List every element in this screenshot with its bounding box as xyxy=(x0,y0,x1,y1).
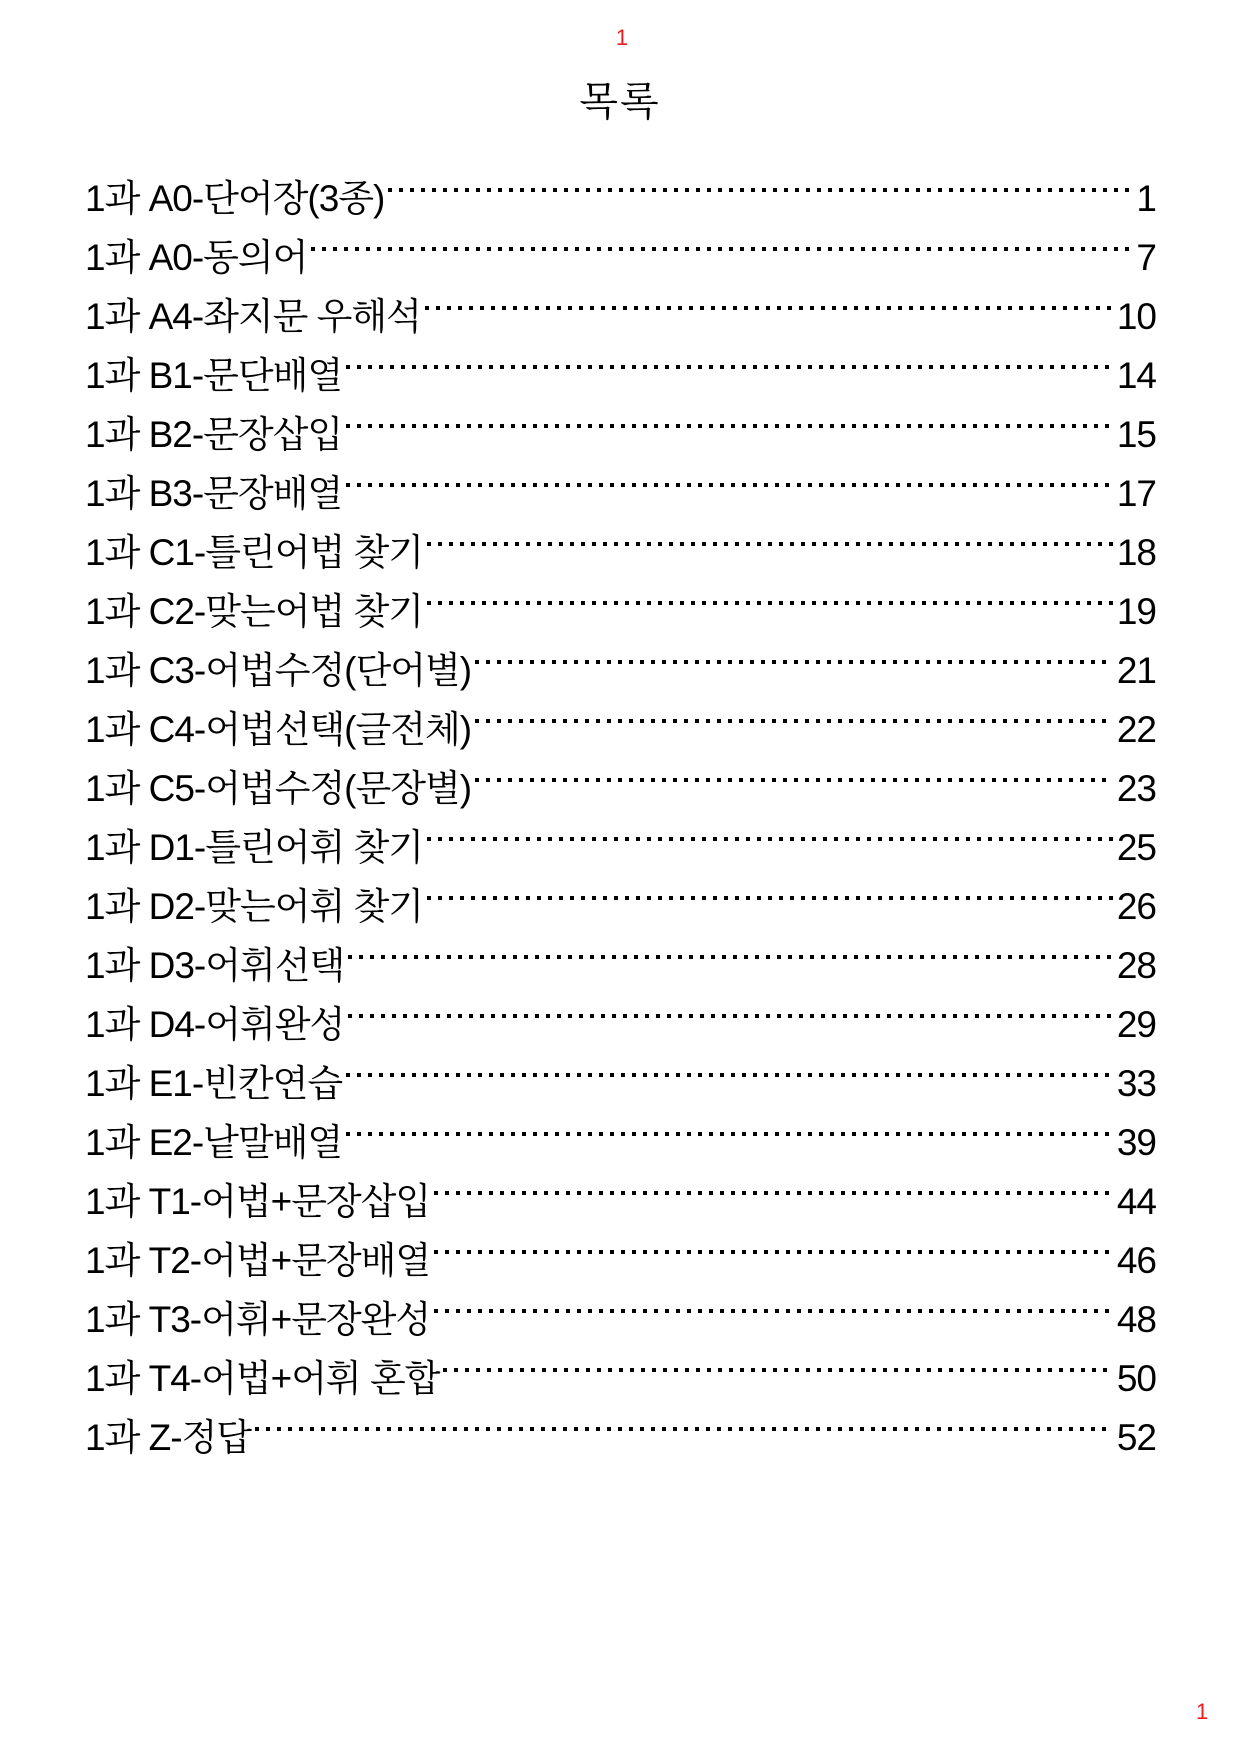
toc-entry-page: 14 xyxy=(1116,355,1156,396)
toc-entry-page: 48 xyxy=(1116,1299,1156,1340)
dot-leader xyxy=(475,767,1113,811)
toc-entry-label: 1과 D3-어휘선택 xyxy=(85,945,345,986)
dot-leader xyxy=(346,1062,1113,1106)
toc-entry-label: 1과 T3-어휘+문장완성 xyxy=(85,1299,431,1340)
dot-leader xyxy=(475,649,1113,693)
dot-leader xyxy=(434,1239,1113,1283)
dot-leader xyxy=(443,1357,1112,1401)
toc-entry-a4-text-translation[interactable] xyxy=(85,295,1156,354)
toc-entry-page: 17 xyxy=(1116,473,1156,514)
toc-entry-page: 28 xyxy=(1116,945,1156,986)
toc-entry-page: 19 xyxy=(1116,591,1156,632)
dot-leader xyxy=(427,531,1113,575)
toc-entry-label: 1과 T1-어법+문장삽입 xyxy=(85,1181,431,1222)
dot-leader xyxy=(346,413,1113,457)
header-page-number: 1 xyxy=(615,25,629,50)
toc-entry-page: 10 xyxy=(1116,296,1156,337)
toc-entry-page: 18 xyxy=(1116,532,1156,573)
dot-leader xyxy=(434,1180,1113,1224)
toc-entry-label: 1과 E2-낱말배열 xyxy=(85,1122,343,1163)
dot-leader xyxy=(311,236,1132,280)
toc-entry-label: 1과 B1-문단배열 xyxy=(85,355,343,396)
toc-entry-b1-paragraph-order[interactable] xyxy=(85,354,1156,413)
dot-leader xyxy=(425,295,1113,339)
toc-entry-label: 1과 C1-틀린어법 찾기 xyxy=(85,532,423,573)
toc-entry-t1-grammar-sentence-insertion[interactable] xyxy=(85,1180,1156,1239)
toc-entry-label: 1과 C4-어법선택(글전체) xyxy=(85,709,472,750)
toc-entry-label: 1과 C5-어법수정(문장별) xyxy=(85,768,472,809)
toc-entry-label: 1과 T2-어법+문장배열 xyxy=(85,1240,431,1281)
dot-leader xyxy=(427,885,1113,929)
toc-entry-page: 46 xyxy=(1116,1240,1156,1281)
dot-leader xyxy=(346,1121,1113,1165)
toc-entry-c4-grammar-choice-whole[interactable] xyxy=(85,708,1156,767)
toc-entry-label: 1과 Z-정답 xyxy=(85,1417,252,1458)
dot-leader xyxy=(427,590,1113,634)
dot-leader xyxy=(346,472,1113,516)
toc-entry-page: 7 xyxy=(1136,237,1156,278)
dot-leader xyxy=(434,1298,1113,1342)
dot-leader xyxy=(255,1416,1113,1460)
toc-entry-d2-find-correct-vocab[interactable] xyxy=(85,885,1156,944)
toc-entry-a0-synonyms[interactable] xyxy=(85,236,1156,295)
toc-entry-e2-word-order[interactable] xyxy=(85,1121,1156,1180)
toc-entry-c1-find-wrong-grammar[interactable] xyxy=(85,531,1156,590)
toc-entry-page: 52 xyxy=(1116,1417,1156,1458)
toc-entry-label: 1과 C3-어법수정(단어별) xyxy=(85,650,472,691)
dot-leader xyxy=(388,177,1132,221)
toc-entry-d1-find-wrong-vocab[interactable] xyxy=(85,826,1156,885)
toc-entry-page: 44 xyxy=(1116,1181,1156,1222)
toc-entry-label: 1과 B3-문장배열 xyxy=(85,473,343,514)
toc-entry-page: 50 xyxy=(1116,1358,1156,1399)
toc-entry-b2-sentence-insertion[interactable] xyxy=(85,413,1156,472)
toc-entry-t3-vocab-sentence-completion[interactable] xyxy=(85,1298,1156,1357)
toc-entry-page: 29 xyxy=(1116,1004,1156,1045)
toc-entry-label: 1과 T4-어법+어휘 혼합 xyxy=(85,1358,440,1399)
dot-leader xyxy=(348,1003,1113,1047)
toc-entry-page: 15 xyxy=(1116,414,1156,455)
toc-entry-a0-vocabulary[interactable] xyxy=(85,177,1156,236)
toc-entry-page: 25 xyxy=(1116,827,1156,868)
footer-page-number: 1 xyxy=(1196,1699,1209,1724)
dot-leader xyxy=(427,826,1113,870)
toc-entry-e1-blank-practice[interactable] xyxy=(85,1062,1156,1121)
toc-entry-label: 1과 A0-동의어 xyxy=(85,237,308,278)
toc-entry-page: 33 xyxy=(1116,1063,1156,1104)
toc-entry-label: 1과 D4-어휘완성 xyxy=(85,1004,345,1045)
toc-entry-page: 39 xyxy=(1116,1122,1156,1163)
toc-entry-label: 1과 C2-맞는어법 찾기 xyxy=(85,591,423,632)
dot-leader xyxy=(348,944,1113,988)
toc-entry-page: 1 xyxy=(1136,178,1156,219)
dot-leader xyxy=(475,708,1113,752)
toc-entry-label: 1과 A0-단어장(3종) xyxy=(85,178,385,219)
toc-entry-label: 1과 B2-문장삽입 xyxy=(85,414,343,455)
toc-entry-label: 1과 D1-틀린어휘 찾기 xyxy=(85,827,423,868)
toc-entry-page: 22 xyxy=(1116,709,1156,750)
toc-entry-b3-sentence-order[interactable] xyxy=(85,472,1156,531)
toc-entry-c3-grammar-correction-word[interactable] xyxy=(85,649,1156,708)
toc-entry-page: 23 xyxy=(1116,768,1156,809)
table-of-contents xyxy=(85,177,1156,1475)
toc-entry-t4-grammar-vocab-mixed[interactable] xyxy=(85,1357,1156,1416)
toc-entry-page: 26 xyxy=(1116,886,1156,927)
toc-entry-c5-grammar-correction-sentence[interactable] xyxy=(85,767,1156,826)
toc-entry-label: 1과 D2-맞는어휘 찾기 xyxy=(85,886,423,927)
toc-entry-z-answers[interactable] xyxy=(85,1416,1156,1475)
toc-entry-label: 1과 E1-빈칸연습 xyxy=(85,1063,343,1104)
toc-entry-d4-vocab-completion[interactable] xyxy=(85,1003,1156,1062)
toc-entry-label: 1과 A4-좌지문 우해석 xyxy=(85,296,421,337)
dot-leader xyxy=(346,354,1113,398)
toc-entry-page: 21 xyxy=(1116,650,1156,691)
toc-entry-d3-vocab-choice[interactable] xyxy=(85,944,1156,1003)
toc-entry-c2-find-correct-grammar[interactable] xyxy=(85,590,1156,649)
toc-entry-t2-grammar-sentence-order[interactable] xyxy=(85,1239,1156,1298)
toc-title: 목록 xyxy=(579,79,661,125)
